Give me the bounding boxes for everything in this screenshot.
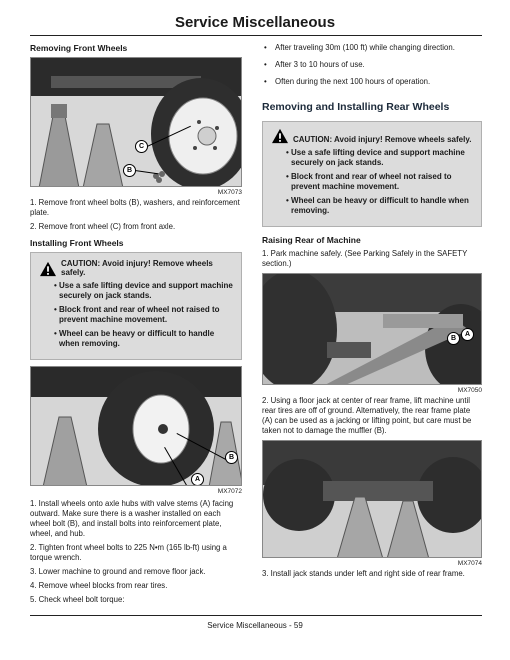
figure-front-wheel-install: [30, 366, 242, 486]
rear-jack-stands-illustration: [263, 441, 482, 558]
figure-code: MX7072: [217, 488, 242, 495]
step-remove-1: 1. Remove front wheel bolts (B), washers, and reinforcement plate.: [30, 198, 240, 217]
right-column: [262, 41, 482, 583]
heading-removing-front-wheels: Removing Front Wheels: [30, 43, 128, 53]
rear-jacking-illustration: [263, 274, 482, 385]
figure-code: MX7073: [217, 189, 242, 196]
warning-triangle-icon: [271, 128, 289, 144]
callout-c: C: [135, 140, 148, 153]
header-rule: [30, 35, 482, 36]
figure-front-wheel-removal: [30, 57, 242, 187]
callout-b: B: [225, 451, 238, 464]
torque-check-list: [262, 43, 482, 87]
figure-code: MX7074: [457, 560, 482, 567]
caution-item: • Block front and rear of wheel not raised to prevent machine movement.: [54, 305, 220, 324]
caution-item: • Use a safe lifting device and support machine securely on jack stands.: [54, 281, 233, 300]
caution-title: CAUTION: Avoid injury! Remove wheels safely.: [293, 135, 472, 144]
warning-triangle-icon: [39, 261, 57, 277]
callout-a: A: [461, 328, 474, 341]
list-item: • After traveling 30m (100 ft) while changing direction.: [262, 43, 482, 53]
callout-b: B: [123, 164, 136, 177]
caution-item: • Block front and rear of wheel not raised to prevent machine movement.: [286, 172, 452, 191]
figure-rear-jack-stands: [262, 440, 482, 558]
step-install-4: 4. Remove wheel blocks from rear tires.: [30, 581, 168, 590]
step-install-5: 5. Check wheel bolt torque:: [30, 595, 125, 604]
footer-rule: [30, 615, 482, 616]
caution-heading: [271, 128, 473, 144]
step-install-2: 2. Tighten front wheel bolts to 225 N•m (165 lb-ft) using a torque wrench.: [30, 543, 227, 562]
step-install-1: 1. Install wheels onto axle hubs with valve stems (A) facing outward. Make sure there is a washer installed on each wheel bolt (B), and install bolts into reinforcement plate, wheel, and hub.: [30, 499, 234, 538]
list-item: • After 3 to 10 hours of use.: [262, 60, 482, 70]
left-column: [30, 41, 242, 609]
list-item: • Often during the next 100 hours of operation.: [262, 77, 482, 87]
caution-heading: [39, 259, 233, 277]
caution-item: • Wheel can be heavy or difficult to handle when removing.: [286, 196, 469, 215]
figure-code: MX7050: [457, 387, 482, 394]
page-title: Service Miscellaneous: [174, 14, 336, 31]
step-raise-2: 2. Using a floor jack at center of rear frame, lift machine until rear tires are off of ground. Alternatively, the rear frame plate (A) can be used as a jacking or lifting point, but care must be taken not to damage the muffler (B).: [262, 396, 472, 435]
page-footer: Service Miscellaneous - 59: [207, 621, 303, 630]
front-wheel-install-illustration: [31, 367, 242, 486]
step-remove-2: 2. Remove front wheel (C) from front axle.: [30, 222, 176, 231]
step-raise-3: 3. Install jack stands under left and right side of rear frame.: [262, 569, 465, 578]
heading-installing-front-wheels: Installing Front Wheels: [30, 238, 124, 248]
caution-item: • Wheel can be heavy or difficult to handle when removing.: [54, 329, 215, 348]
caution-box: [30, 252, 242, 360]
callout-b: B: [447, 332, 460, 345]
front-wheel-removal-illustration: [31, 58, 242, 187]
caution-box: [262, 121, 482, 227]
step-install-3: 3. Lower machine to ground and remove floor jack.: [30, 567, 206, 576]
figure-rear-jacking-point: [262, 273, 482, 385]
step-raise-1: 1. Park machine safely. (See Parking Safely in the SAFETY section.): [262, 249, 468, 268]
callout-a: A: [191, 473, 204, 486]
caution-title: CAUTION: Avoid injury! Remove wheels safely.: [61, 259, 213, 277]
caution-item: • Use a safe lifting device and support machine securely on jack stands.: [286, 148, 465, 167]
heading-rear-wheels: Removing and Installing Rear Wheels: [262, 101, 450, 113]
heading-raising-rear: Raising Rear of Machine: [262, 235, 361, 245]
